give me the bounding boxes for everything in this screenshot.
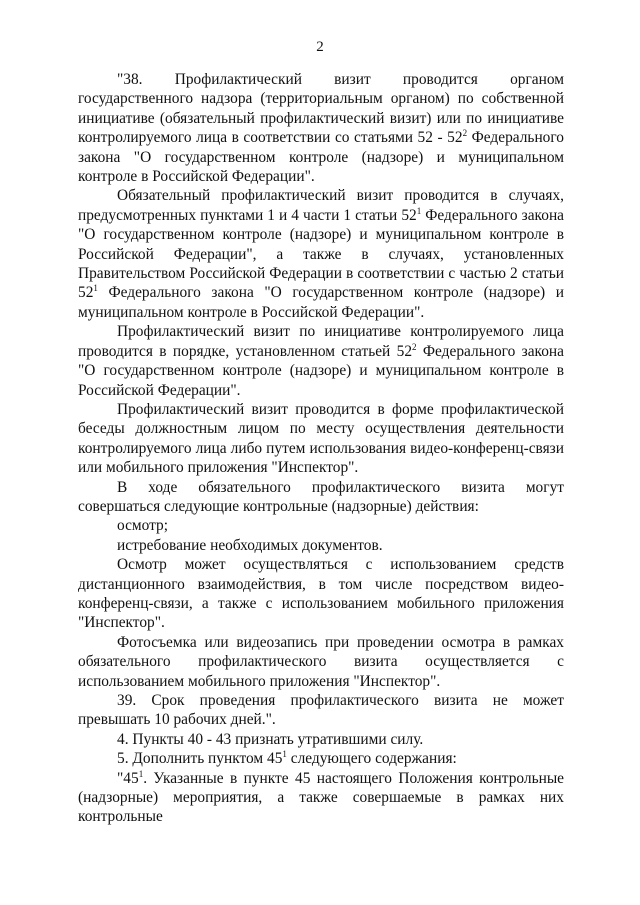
superscript-index: 1 xyxy=(416,205,422,216)
paragraph-text: 4. Пункты 40 - 43 признать утратившими силу. xyxy=(117,730,424,748)
paragraph-text: . Указанные в пункте 45 настоящего Положения контрольные (надзорные) мероприятия, а также совершаемые в рамках них контрольные xyxy=(78,769,564,826)
paragraph-p8 xyxy=(78,555,564,633)
paragraph-text: 39. Срок проведения профилактического визита не может превышать 10 рабочих дней.". xyxy=(78,692,564,729)
paragraph-text: "38. Профилактический визит проводится органом государственного надзора (территориальным органом) по собственной инициативе (обязательный профилактический визит) или по инициативе контролируемого лица в соответствии со статьями 52 - 52 xyxy=(78,71,564,147)
paragraph-text: Федерального закона "О государственном контроле (надзоре) и муниципальном контроле в Российской Федерации", а также в случаях, установленных Правительством Российской Федерации в соответствии с частью 2 статьи 52 xyxy=(78,206,565,302)
paragraph-text: истребование необходимых документов. xyxy=(117,536,383,554)
superscript-index: 2 xyxy=(462,128,468,139)
paragraph-p2 xyxy=(78,186,564,322)
paragraph-p3 xyxy=(78,322,564,400)
paragraph-text: 5. Дополнить пунктом 45 xyxy=(117,750,283,768)
paragraph-p13 xyxy=(78,769,564,827)
paragraph-text: Профилактический визит проводится в форме профилактической беседы должностным лицом по месту осуществления деятельности контролируемого лица либо путем использования видео-конференц-связи или мобильного приложения "Инспектор". xyxy=(78,400,564,477)
superscript-index: 2 xyxy=(412,341,417,352)
superscript-index: 1 xyxy=(282,749,287,760)
paragraph-text: Осмотр может осуществляться с использованием средств дистанционного взаимодействия, в том числе посредством видео-конференц-связи, а также с использованием мобильного приложения "Инспектор". xyxy=(78,556,564,632)
paragraph-p1 xyxy=(78,70,564,186)
paragraph-text: Федерального закона "О государственном контроле (надзоре) и муниципальном контроле в Российской Федерации". xyxy=(78,342,564,399)
superscript-index: 1 xyxy=(93,283,98,294)
paragraph-p5 xyxy=(78,478,564,517)
paragraph-p12 xyxy=(78,749,564,768)
superscript-index: 1 xyxy=(138,768,144,779)
paragraph-p6 xyxy=(78,516,564,535)
paragraph-p10 xyxy=(78,691,564,730)
page-number: 2 xyxy=(316,39,324,55)
paragraph-text: Федерального закона "О государственном контроле (надзоре) и муниципальном контроле в Российской Федерации". xyxy=(78,284,564,321)
paragraph-p4 xyxy=(78,400,564,478)
paragraph-text: В ходе обязательного профилактического визита могут совершаться следующие контрольные (надзорные) действия: xyxy=(78,478,564,515)
paragraph-text: осмотр; xyxy=(117,517,169,535)
paragraph-text: следующего содержания: xyxy=(286,750,457,768)
paragraph-text: Федерального закона "О государственном контроле (надзоре) и муниципальном контроле в Российской Федерации". xyxy=(78,129,564,186)
paragraph-text: "45 xyxy=(117,769,139,787)
paragraph-text: Профилактический визит по инициативе контролируемого лица проводится в порядке, установленном статьей 52 xyxy=(78,323,564,360)
paragraph-p9 xyxy=(78,633,564,691)
paragraph-p11 xyxy=(78,730,564,749)
paragraph-text: Фотосъемка или видеозапись при проведении осмотра в рамках обязательного профилактического визита осуществляется с использованием мобильного приложения "Инспектор". xyxy=(78,633,564,690)
paragraph-p7 xyxy=(78,536,564,555)
paragraph-text: Обязательный профилактический визит проводится в случаях, предусмотренных пунктами 1 и 4 части 1 статьи 52 xyxy=(78,187,564,224)
document-body xyxy=(78,70,564,827)
